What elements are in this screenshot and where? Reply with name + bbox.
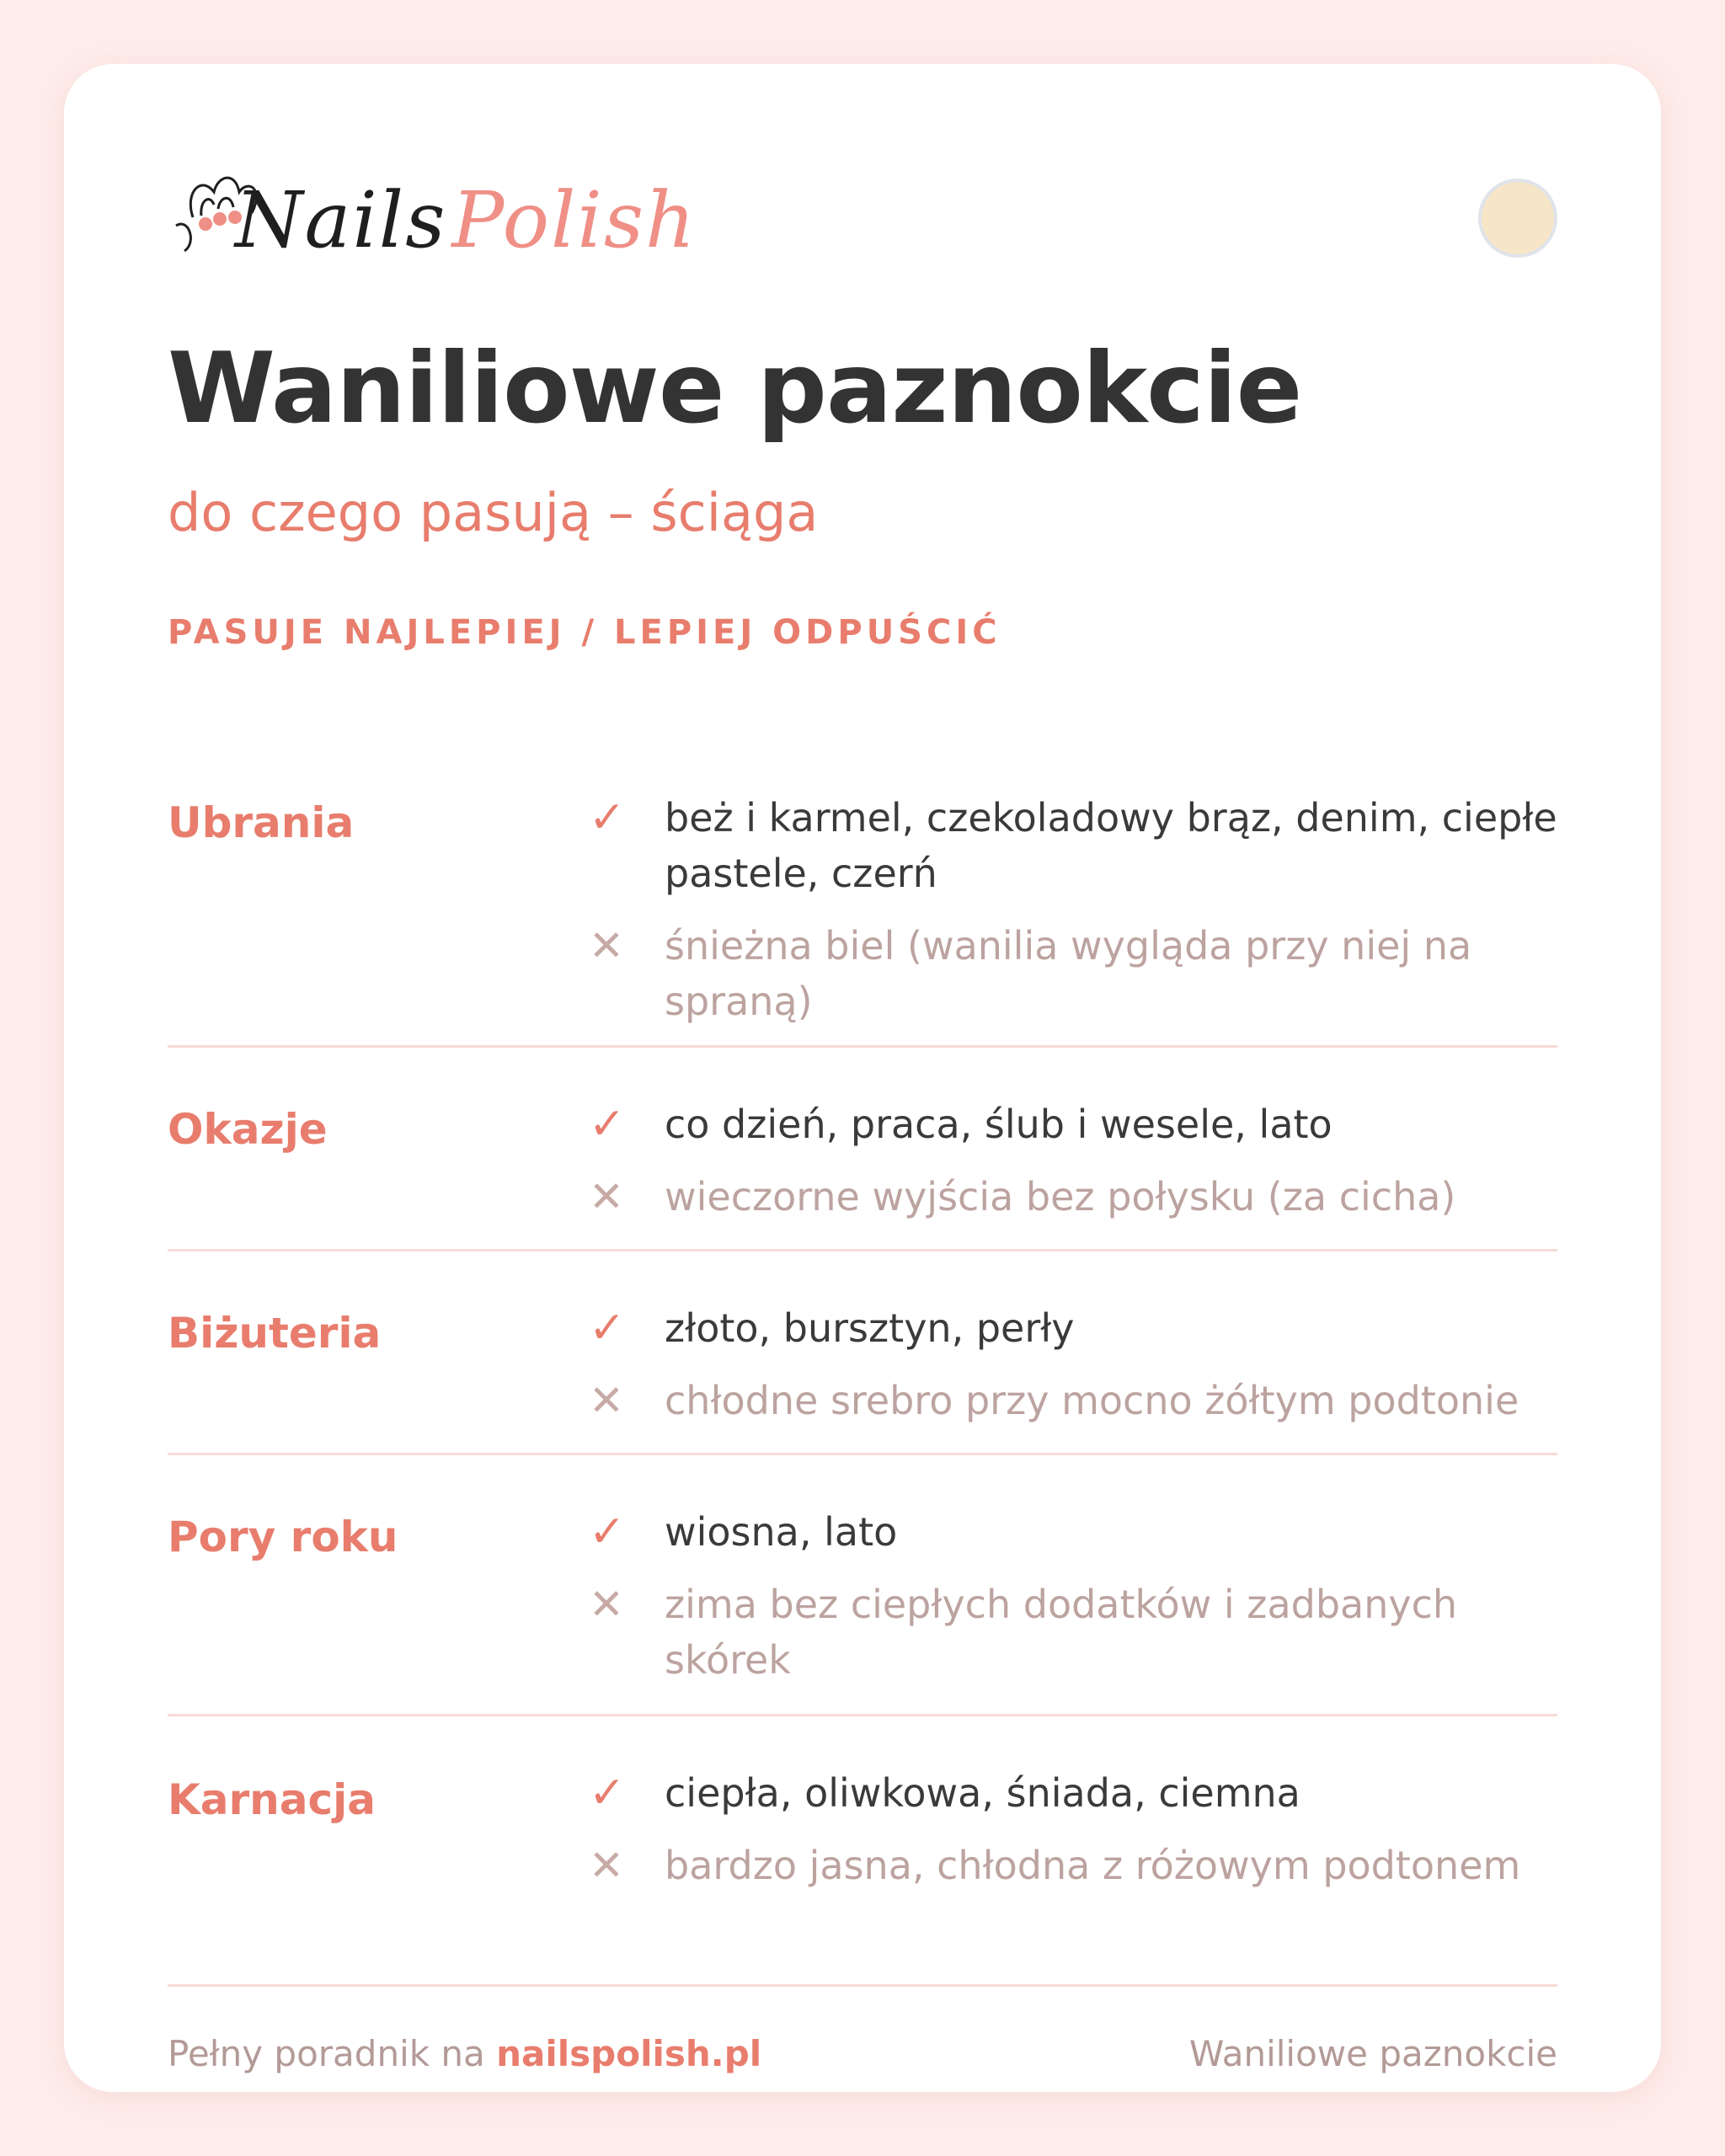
bad-text: bardzo jasna, chłodna z różowym podtonem bbox=[665, 1843, 1521, 1888]
cross-icon: ✕ bbox=[589, 1580, 624, 1629]
good-text: wiosna, lato bbox=[665, 1509, 898, 1555]
bad-item bbox=[589, 918, 1557, 1029]
brand-logo[interactable] bbox=[168, 158, 707, 268]
table-row bbox=[168, 1251, 1557, 1455]
check-icon: ✓ bbox=[589, 1099, 626, 1150]
row-label: Okazje bbox=[168, 1105, 328, 1154]
page-title: Waniliowe paznokcie bbox=[168, 332, 1302, 446]
bad-item bbox=[589, 1373, 1557, 1428]
footer-title: Waniliowe paznokcie bbox=[1188, 2033, 1557, 2074]
table-row bbox=[168, 1455, 1557, 1716]
brand-wordmark-nails: Nails bbox=[235, 175, 447, 265]
row-label: Pory roku bbox=[168, 1513, 398, 1561]
bad-text: zima bez ciepłych dodatków i zadbanych skórek bbox=[665, 1582, 1458, 1683]
table-row bbox=[168, 1716, 1557, 1952]
good-item bbox=[589, 1097, 1557, 1152]
check-icon: ✓ bbox=[589, 792, 626, 843]
footer-link[interactable]: nailspolish.pl bbox=[496, 2033, 762, 2074]
bad-item bbox=[589, 1838, 1557, 1893]
bad-item bbox=[589, 1169, 1557, 1225]
footer-prefix: Pełny poradnik na bbox=[168, 2033, 497, 2074]
good-text: złoto, bursztyn, perły bbox=[665, 1305, 1075, 1351]
cheatsheet-card bbox=[64, 64, 1661, 2092]
bad-text: wieczorne wyjścia bez połysku (za cicha) bbox=[665, 1174, 1456, 1219]
bad-text: chłodne srebro przy mocno żółtym podtonie bbox=[665, 1378, 1519, 1423]
brand-wordmark-polish: Polish bbox=[451, 175, 697, 265]
card-content bbox=[168, 64, 1557, 2092]
good-text: co dzień, praca, ślub i wesele, lato bbox=[665, 1102, 1332, 1147]
cross-icon: ✕ bbox=[589, 1841, 624, 1890]
footer-source bbox=[168, 2033, 761, 2074]
brand-wordmark bbox=[235, 175, 697, 265]
table-row bbox=[168, 731, 1557, 1048]
good-text: ciepła, oliwkowa, śniada, ciemna bbox=[665, 1770, 1300, 1816]
good-item bbox=[589, 1300, 1557, 1356]
check-icon: ✓ bbox=[589, 1303, 626, 1353]
good-item bbox=[589, 790, 1557, 901]
cross-icon: ✕ bbox=[589, 1376, 624, 1425]
page-subtitle: do czego pasują – ściąga bbox=[168, 482, 819, 543]
pairing-table bbox=[168, 731, 1557, 1952]
cross-icon: ✕ bbox=[589, 1172, 624, 1221]
check-icon: ✓ bbox=[589, 1507, 626, 1557]
bad-text: śnieżna biel (wanilia wygląda przy niej na spraną) bbox=[665, 923, 1472, 1024]
good-item bbox=[589, 1504, 1557, 1560]
check-icon: ✓ bbox=[589, 1768, 626, 1818]
section-heading: PASUJE NAJLEPIEJ / LEPIEJ ODPUŚCIĆ bbox=[168, 613, 1001, 652]
bad-item bbox=[589, 1577, 1557, 1688]
row-label: Ubrania bbox=[168, 798, 355, 847]
color-swatch bbox=[1478, 179, 1557, 258]
cross-icon: ✕ bbox=[589, 921, 624, 970]
good-item bbox=[589, 1765, 1557, 1821]
footer-divider bbox=[168, 1984, 1557, 1987]
table-row bbox=[168, 1048, 1557, 1251]
good-text: beż i karmel, czekoladowy brąz, denim, ciepłe pastele, czerń bbox=[665, 795, 1557, 896]
row-label: Karnacja bbox=[168, 1775, 376, 1824]
row-label: Biżuteria bbox=[168, 1309, 382, 1358]
